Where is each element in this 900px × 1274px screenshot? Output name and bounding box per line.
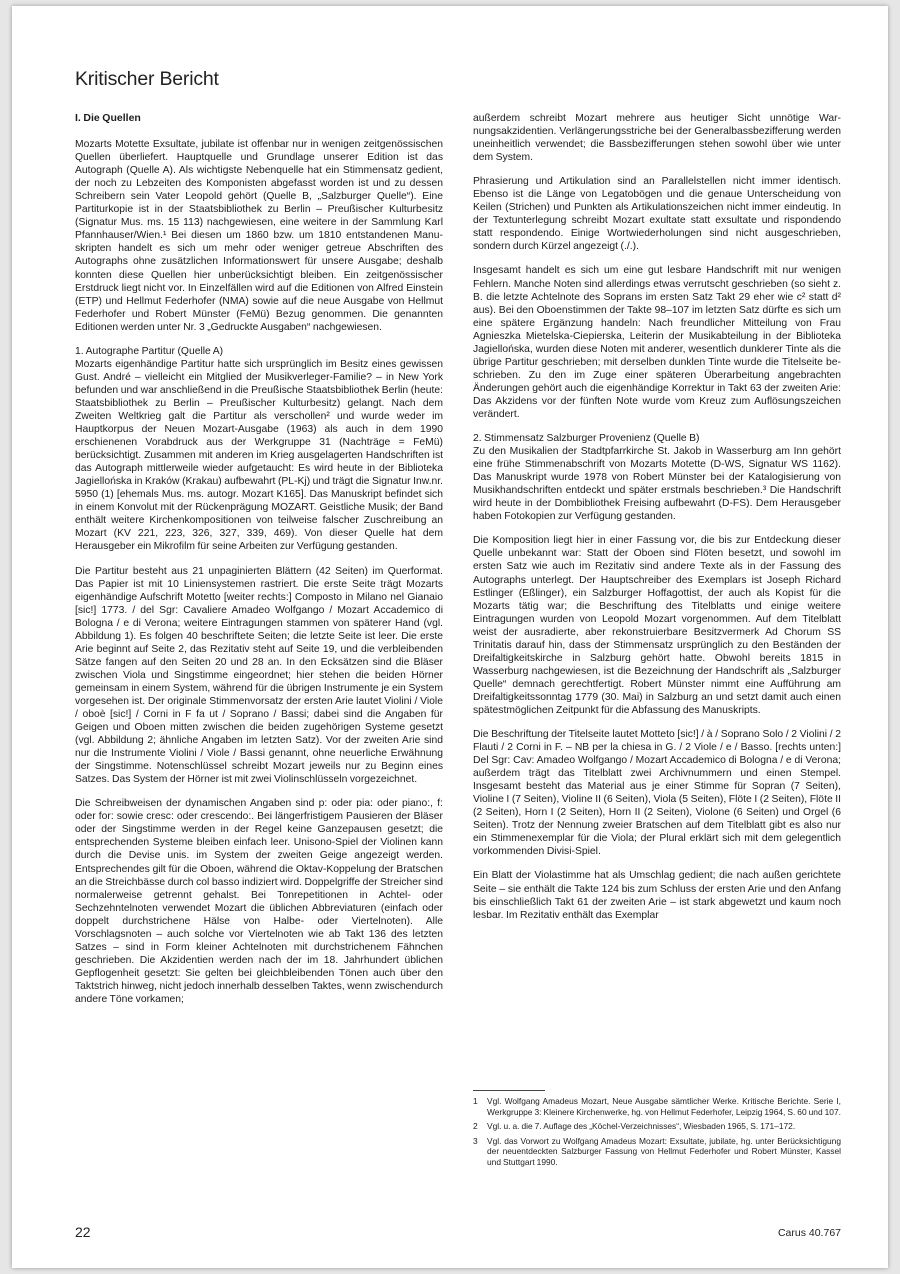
subheading-autograph: 1. Autographe Partitur (Quelle A) [75, 345, 224, 357]
footnote-text: Vgl. das Vorwort zu Wolfgang Amadeus Mozart: Exsultate, jubilate, hg. unter Berücksichtigung der neuentdeckten Salzburger Fassung von Hellmut Federhofer und Robert Münster, Kassel und Stuttgart 1990. [487, 1135, 841, 1167]
footnote-text: Vgl. Wolfgang Amadeus Mozart, Neue Ausgabe sämtlicher Werke. Kritische Berichte. Serie I, Werkgruppe 3: Kleinere Kirchenwerke, hg. von Hellmut Federhofer, Leipzig 1964, S. 60 und 107. [487, 1096, 841, 1117]
section-heading: I. Die Quellen [75, 112, 141, 124]
paragraph: Insgesamt handelt es sich um eine gut lesbare Handschrift mit nur wenigen Fehlern. Manche Noten sind allerdings etwas verrutscht geschrieben (so sieht z. B. die letzte Achtelnote des Soprans im ersten Satz Takt 29 eher wie c² statt d² aus). Bei den Oboenstimmen der Takte 98–107 im letzten Satz dürfte es sich um eine spätere Ergänzung handeln: Nach freundlicher Mitteilung von Frau Agnieszka Mietelska-Ciepierska, Leiterin der Musikabteilung in der Biblioteka Jagiellońska, wurden diese Noten mit anderer, wesentlich dunklerer Tinte als die übrige Partitur geschrieben; mit derselben dunklen Tinte wurde die Titelseite beschrieben. Zu den im Zuge einer späteren Überarbeitung angebrachten Änderungen gehört auch die eigenhändige Korrektur in Takt 63 der zweiten Arie: Das Akzidens vor der fünften Note wurde vom Kreuz zum Auflösungszeichen verändert. [473, 265, 841, 420]
footnote-number: 3 [473, 1135, 478, 1146]
footnote-divider [473, 1090, 545, 1091]
paragraph: Die Komposition liegt hier in einer Fassung vor, die bis zur Entdeckung dieser Quelle unbekannt war: Statt der Oboen sind Flöten besetzt, und sowohl im ersten Satz wie auch im Rezitativ sind andere Texte als in der Fassung des Autographs unterlegt. Der Hauptschreiber des Exemplars ist Joseph Richard Estlinger (Eßlinger), ein Salzburger Hoffagottist, der auch als Kopist für die Mozarts tätig war; die Beschriftung des Titelblatts und einige weitere Eintragungen wurden von Leopold Mozart vorgenommen. Auf dem Titelblatt weist der ausradierte, aber rekonstruierbare Besitzvermerk Ad Chorum SS Trinitatis darauf hin, dass der Stimmensatz ursprünglich zu den Beständen der Dreifaltigkeitskirche in Salzburg gehört hatte. Obwohl bereits 1815 in Wasserburg nachgewiesen, ist die Bezeichnung der Handschrift als „Salzburger Quelle“ demnach gerechtfertigt. Robert Münster nimmt eine Aufführung am Dreifaltigkeitssonntag 1779 (30. Mai) in Salzburg an und setzt damit auch einen spätestmöglichen Zeitpunkt für die Abfassung des Manuskripts. [473, 535, 841, 716]
paragraph: Phrasierung und Artikulation sind an Parallelstellen nicht immer identisch. Ebenso ist die Länge von Legatobögen und die genaue Unterscheidung von Keilen (Strichen) und Punkten als Artikulationszeichen nicht immer eindeutig. In der Textunterlegung schreibt Mozart exultate statt exsultate und rispondendo statt respondendo. Einige Wortwiederholungen sind nicht ausgeschrieben, sondern durch Kürzel angezeigt (./.). [473, 176, 841, 253]
paragraph: Zu den Musikalien der Stadtpfarrkirche St. Jakob in Wasserburg am Inn gehört eine frühe Stimmenabschrift von Mozarts Motette (D-WS, Signatur WS 1162). Das Manuskript wurde 1978 von Robert Münster bei der Katalogisierung von Musikhandschriften entdeckt und später erstmals beschrieben.³ Die Handschrift wird heute in der Dombibliothek Freising aufbewahrt (D-FS). Dem Herausgeber haben Fotokopien zur Verfügung gestanden. [473, 446, 841, 523]
left-column [75, 112, 443, 1017]
catalog-number: Carus 40.767 [777, 1227, 841, 1239]
footnote [473, 1136, 841, 1168]
footnote-number: 2 [473, 1121, 478, 1132]
paragraph: Mozarts Motette Exsultate, jubilate ist offenbar nur in wenigen zeitgenössischen Quellen überliefert. Hauptquelle und Grundlage unserer Edition ist das Autograph (Quelle A). Als wichtigste Nebenquelle hat ein Stimmensatz gedient, der noch zu Lebzeiten des Komponisten abgefasst worden ist und zu dessen Schreibern sein Vater Leopold gehört (Quelle B, „Salzburger Quelle“). Eine Partiturkopie ist in der Staatsbibliothek zu Berlin – Preußischer Kulturbesitz (Signatur Mus. ms. 15 113) nachgewiesen, eine weitere in der Sammlung Karl Pfannhauser/Wien.¹ Bei diesen um 1860 bzw. um 1810 entstandenen Manuskripten handelt es sich um mehr oder weniger getreue Abschriften des Autographs ohne zusätzlichen Informationswert für unsere Ausgabe; deshalb konnten diese Quellen hier unberücksichtigt bleiben. Ein zeitgenössischer Erstdruck liegt nicht vor. In Einzelfällen wird auf die Editionen von Alfred Einstein (ETP) und Hellmut Federhofer (NMA) sowie auf die neue Ausgabe von Hellmut Federhofer und Robert Münster (FeMü) Bezug genommen. Die genannten Editionen werden unter Nr. 3 „Gedruckte Ausgaben“ nachgewiesen. [75, 139, 443, 333]
paragraph: außerdem schreibt Mozart mehrere aus heutiger Sicht unnötige Warnungsakzidentien. Verlängerungsstriche bei der Generalbassbezifferung werden uneinheitlich verwendet; die Bassbezifferungen stehen sowohl über wie unter dem System. [473, 113, 841, 164]
document-page [12, 6, 888, 1268]
paragraph: Die Schreibweisen der dynamischen Angaben sind p: oder pia: oder piano:, f: oder for: sowie cresc: oder crescendo:. Bei längerfristigem Pausieren der Bläser oder der Singstimme werden in der Regel keine Ganzepausen gesetzt; die entsprechenden Systeme bleiben einfach leer. Unisono-Spiel der Violinen kann durch die Devise unis. im System der zweiten Geige angezeigt werden. Entsprechendes gilt für die Oboen, während die Oktav-Koppelung der Bratschen an die Streichbässe durch col basso indiziert wird. Doppelgriffe der Streicher sind normalerweise getrennt gehalst. Bei Tonrepetitionen in Achtel- oder Sechzehntelnoten verwendet Mozart die üblichen Abbreviaturen (einfach oder doppelt durchstrichene Hälse von Halbe- oder Viertelnoten). Alle Vorschlagsnoten – auch solche vor Viertelnoten wie ab Takt 136 des letzten Satzes – sind in Form kleiner Achtelnoten mit durchstrichenem Fähnchen geschrieben. Die Akzidentien werden nach der im 18. Jahrhundert üblichen Gepflogenheit gesetzt: Sie gelten bei gleichbleibenden Tönen auch über den Taktstrich hinweg, nicht jedoch innerhalb desselben Taktes, wenn zwischendurch andere Töne vorkamen; [75, 798, 443, 1005]
paragraph: Die Partitur besteht aus 21 unpaginierten Blättern (42 Seiten) im Querformat. Das Papier ist mit 10 Liniensystemen rastriert. Die erste Seite trägt Mozarts eigenhändige Aufschrift Motetto [weiter rechts:] Composto in Milano nel Gianaio [sic!] 1773. / del Sgr: Cavaliere Amadeo Wolfgango / Mozart Accademico di Bologna / e di Verona; weitere Eintragungen stammen von späterer Hand (vgl. Abbildung 1). Es folgen 40 beschriftete Seiten; die letzte Seite ist leer. Die erste Arie beginnt auf Seite 2, das Rezitativ steht auf Seite 19, und die verbleibenden Sätze fangen auf den Seiten 20 und 28 an. In den Ecksätzen sind die Bläser zwischen Viola und Singstimme eingeordnet; hier stehen die beiden Hörner gemeinsam in einem System, während für die übrigen Instrumente je ein System vorgesehen ist. Der originale Stimmenvorsatz der ersten Arie lautet Violini / Viole / oboè [sic!] / Corni in F fa ut / Soprano / Bassi; dabei sind die Angaben für Geigen und Oboen mitten zwischen die beiden zugehörigen Systeme gesetzt (vgl. Abbildung 2; ähnliche Angaben im letzten Satz). Vor der zweiten Arie sind nur die Instrumente Violini / Viole / Bassi genannt, ohne neuerliche Erwähnung der Singstimme. Notenschlüssel schreibt Mozart jeweils nur zu Beginn eines Satzes. Das System der Hörner ist mit zwei Violinschlüsseln vorgezeichnet. [75, 565, 443, 786]
right-column [473, 112, 841, 933]
footnote-number: 1 [473, 1096, 478, 1106]
footnote-text: Vgl. u. a. die 7. Auflage des „Köchel-Verzeichnisses“, Wiesbaden 1965, S. 171–172. [487, 1121, 796, 1132]
page-number: 22 [75, 1224, 91, 1240]
footnotes [473, 1096, 841, 1172]
page-title: Kritischer Bericht [75, 68, 219, 90]
footnote [473, 1121, 841, 1132]
paragraph: Ein Blatt der Violastimme hat als Umschlag gedient; die nach außen gerichtete Seite – sie enthält die Takte 124 bis zum Schluss der ersten Arie und den Anfang bis einschließlich Takt 61 der zweiten Arie – ist stark abgewetzt und kaum noch lesbar. Im Rezitativ enthält das Exemplar [473, 870, 841, 921]
footnote [473, 1096, 841, 1117]
subheading-stimmensatz: 2. Stimmensatz Salzburger Provenienz (Quelle B) [473, 433, 700, 445]
paragraph: Mozarts eigenhändige Partitur hatte sich ursprünglich im Besitz eines gewissen Gust. André – vielleicht ein Mitglied der Musikverleger-Familie? – in New York befunden und war anschließend in die Preußische Staatsbibliothek Berlin (heute: Staatsbibliothek zu Berlin – Preußischer Kulturbesitz) gelangt. Nach dem Zweiten Weltkrieg galt die Partitur als verschollen² und wurde weder im Hauptkorpus der Neuen Mozart-Ausgabe (1963) als auch in dem 1990 erschienenen Vorabdruck aus der Werkgruppe 31 (Nachträge = FeMü) berücksichtigt. Zusammen mit anderen im Krieg ausgelagerten Handschriften ist das Autograph mittlerweile wieder aufgetaucht: Es wird heute in der Biblioteka Jagiellońska in Kraków (Krakau) aufbewahrt (PL-Kj) und trägt die Signatur Inw.nr. 5950 (1) [ehemals Mus. ms. autogr. Mozart K165]. Das Manuskript befindet sich in einem Konvolut mit der Rückenprägung MOZART. Geistliche Musik; der Band enthält weitere Kirchenkompositionen von teilweise falscher Zuschreibung an Mozart (KV 221, 223, 326, 327, 339, 469). Von dieser Quelle hat dem Herausgeber ein Mikrofilm für seine Arbeiten zur Verfügung gestanden. [75, 358, 443, 553]
paragraph: Die Beschriftung der Titelseite lautet Motteto [sic!] / à / Soprano Solo / 2 Violini / 2 Flauti / 2 Corni in F. – NB per la chiesa in G. / 2 Viole / e / Basso. [rechts unten:] Del Sgr: Cav: Amadeo Wolfgango / Mozart Accademico di Bologna / e di Verona; außerdem trägt das Titelblatt zwei Archivnummern und einen Stempel. Insgesamt besteht das Material aus je einer Stimme für Sopran (7 Seiten), Violine I (7 Seiten), Violine II (6 Seiten), Viola (5 Seiten), Flöte I (2 Seiten), Flöte II (2 Seiten), Horn I (2 Seiten), Horn II (2 Seiten), Violone (6 Seiten) und Orgel (6 Seiten). Trotz der Nennung zweier Bratschen auf dem Titelblatt gibt es also nur ein Stimmenexemplar für die Viola; der Plural erklärt sich mit dem gelegentlich vorkommenden Divisi-Spiel. [473, 729, 841, 858]
